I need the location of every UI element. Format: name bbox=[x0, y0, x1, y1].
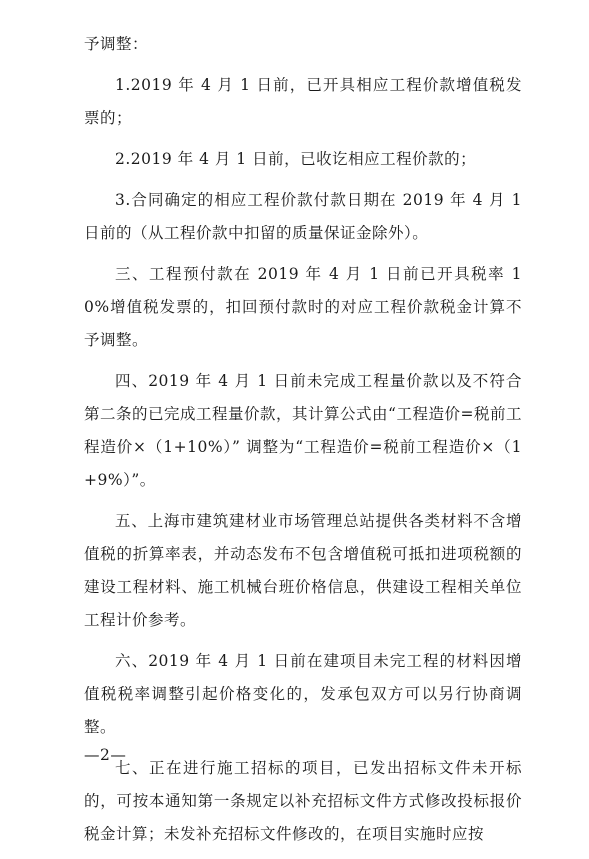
paragraph-item-1: 1.2019 年 4 月 1 日前，已开具相应工程价款增值税发票的； bbox=[84, 76, 522, 127]
paragraph-item-3: 3.合同确定的相应工程价款付款日期在 2019 年 4 月 1 日前的（从工程价款中扣留的质量保证金除外）。 bbox=[84, 191, 528, 242]
paragraph-item-2: 2.2019 年 4 月 1 日前，已收讫相应工程价款的； bbox=[115, 150, 477, 168]
paragraph-section-4: 四、2019 年 4 月 1 日前未完成工程量价款以及不符合第二条的已完成工程量价款，其计算公式由“工程造价=税前工程造价×（1+10%）” 调整为“工程造价=税前工程造价×（1+9%）”。 bbox=[84, 372, 522, 489]
document-body bbox=[84, 28, 528, 859]
page-number: —2— bbox=[84, 746, 127, 764]
paragraph-section-3: 三、工程预付款在 2019 年 4 月 1 日前已开具税率 10%增值税发票的，扣回预付款时的对应工程价款税金计算不予调整。 bbox=[84, 265, 522, 349]
paragraph-section-5: 五、上海市建筑建材业市场管理总站提供各类材料不含增值税的折算率表，并动态发布不包含增值税可抵扣进项税额的建设工程材料、施工机械台班价格信息，供建设工程相关单位工程计价参考。 bbox=[84, 512, 522, 629]
paragraph-section-7: 七、正在进行施工招标的项目，已发出招标文件未开标的，可按本通知第一条规定以补充招标文件方式修改投标报价税金计算；未发补充招标文件修改的，在项目实施时应按 bbox=[84, 759, 522, 843]
paragraph-continuation: 予调整： bbox=[84, 35, 149, 53]
paragraph-section-6: 六、2019 年 4 月 1 日前在建项目未完工程的材料因增值税税率调整引起价格变化的，发承包双方可以另行协商调整。 bbox=[84, 652, 522, 736]
